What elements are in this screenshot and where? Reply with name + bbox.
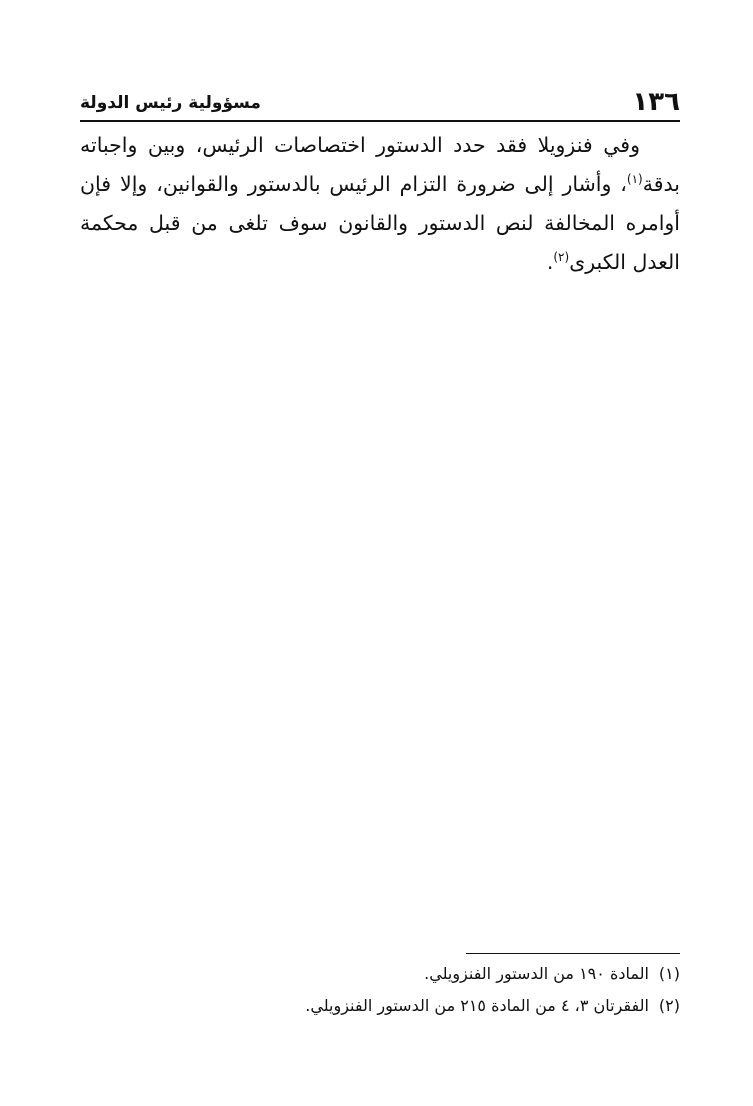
footnote-ref-2: (٢)	[553, 250, 570, 265]
footnote-marker: (٢)	[658, 996, 680, 1015]
footnote-text: المادة ١٩٠ من الدستور الفنزويلي.	[424, 964, 649, 983]
footnote-separator	[466, 953, 680, 954]
footnote-ref-1: (١)	[626, 172, 643, 187]
body-text-part-2: ، وأشار إلى ضرورة التزام الرئيس بالدستور والقوانين، وإلا فإن أوامره المخالفة لنص الدستور والقانون سوف تلغى من قبل محكمة العدل الكبرى	[80, 172, 680, 274]
footnotes	[80, 960, 680, 1024]
footnote-text: الفقرتان ٣، ٤ من المادة ٢١٥ من الدستور الفنزويلي.	[305, 996, 649, 1015]
body-text-part-1: وفي فنزويلا فقد حدد الدستور اختصاصات الرئيس، وبين واجباته بدقة	[80, 133, 680, 196]
body-paragraph	[80, 126, 680, 282]
page-header	[80, 82, 680, 122]
footnote-1	[80, 960, 680, 988]
body-text-part-3: .	[546, 250, 554, 274]
footnote-marker: (١)	[658, 964, 680, 983]
page-number: ١٣٦	[632, 87, 680, 117]
footnote-2	[80, 992, 680, 1020]
running-title: مسؤولية رئيس الدولة	[80, 93, 261, 113]
